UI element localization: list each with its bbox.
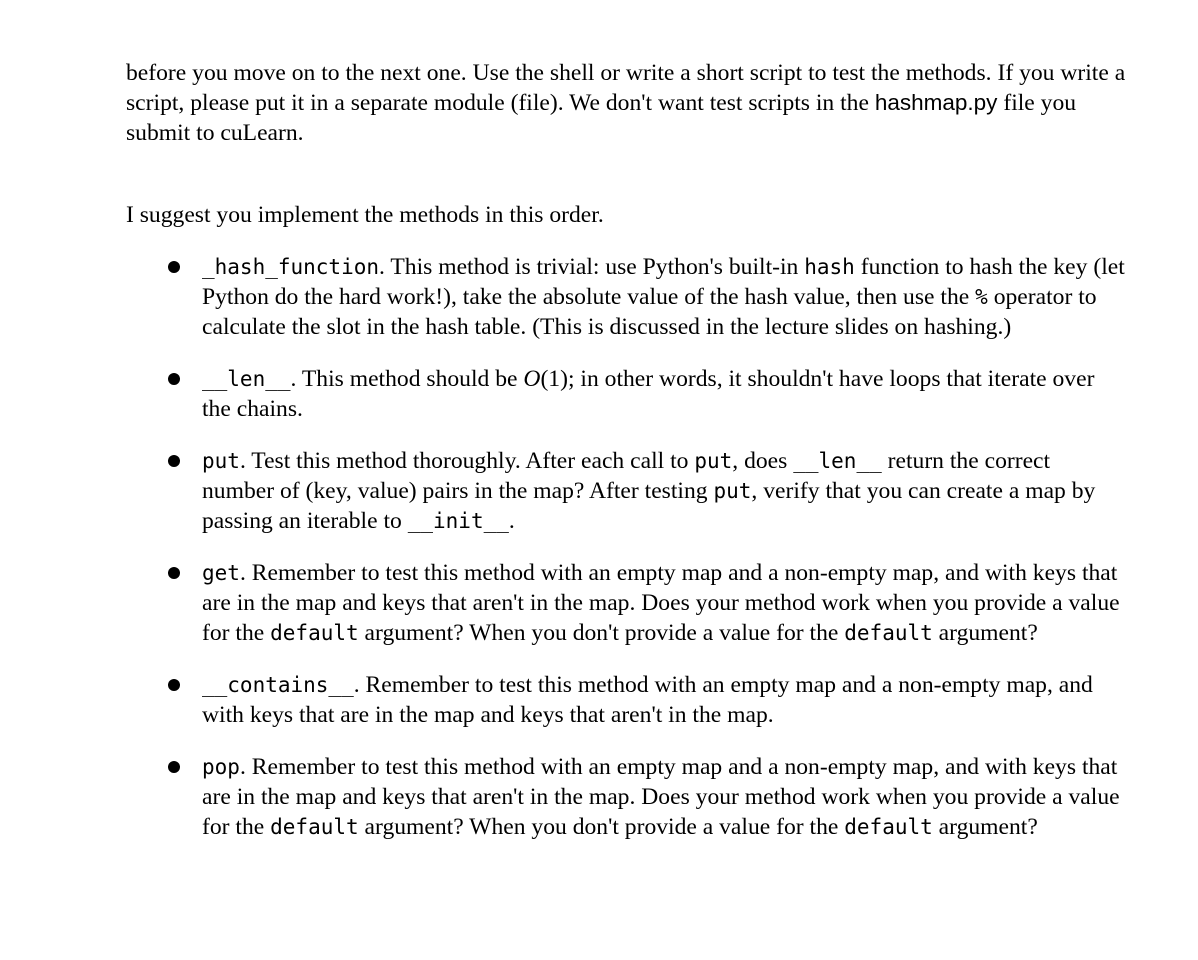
item-text: , does: [732, 448, 794, 474]
list-item-len: [126, 364, 1126, 424]
item-text: . Remember to test this method with an empty map and a non-empty map, and with keys that are in the map and keys that aren't in the map.: [202, 672, 1093, 728]
list-item-text: [202, 752, 1126, 842]
method-list: [126, 252, 1126, 842]
method-name: pop: [202, 755, 240, 779]
list-item-get: [126, 558, 1126, 648]
item-text: argument? When you don't provide a value for the: [358, 620, 845, 646]
item-text: , verify that you can create a map by passing an iterable to: [202, 478, 1096, 534]
intro-text: before you move on to the next one. Use the shell or write a short script to test the methods. If you write a script, please put it in a separate module (file). We don't want test scripts in the: [126, 60, 1126, 116]
method-name: get: [202, 561, 240, 585]
list-item-text: [202, 252, 1126, 342]
item-text: . Remember to test this method with an empty map and a non-empty map, and with keys that are in the map and keys that aren't in the map. Does your method work when you provide a value for the: [202, 560, 1120, 646]
inline-code: put: [713, 479, 752, 503]
method-name: _hash_function: [202, 255, 380, 279]
list-item-put: [126, 446, 1126, 536]
bullet-icon: [168, 373, 180, 385]
item-text: argument?: [932, 814, 1038, 840]
italic-text: O: [523, 366, 541, 392]
inline-code: default: [844, 815, 933, 839]
inline-code: default: [270, 815, 359, 839]
list-item-pop: [126, 752, 1126, 842]
item-text: (1); in other words, it shouldn't have loops that iterate over the chains.: [202, 366, 1095, 422]
item-text: argument? When you don't provide a value for the: [358, 814, 845, 840]
list-item-text: [202, 558, 1126, 648]
method-name: __len__: [202, 367, 291, 391]
item-text: . Test this method thoroughly. After each call to: [239, 448, 695, 474]
inline-code: default: [844, 621, 933, 645]
inline-code: hash: [804, 255, 855, 279]
item-text: operator to calculate the slot in the hash table. (This is discussed in the lecture slides on hashing.): [202, 284, 1097, 340]
list-item-text: [202, 364, 1126, 424]
item-text: argument?: [932, 620, 1038, 646]
bullet-icon: [168, 455, 180, 467]
item-text: . Remember to test this method with an empty map and a non-empty map, and with keys that are in the map and keys that aren't in the map. Does your method work when you provide a value for the: [202, 754, 1120, 840]
item-text: function to hash the key (let Python do the hard work!), take the absolute value of the hash value, then use the: [202, 254, 1125, 310]
inline-code: __len__: [793, 449, 882, 473]
bullet-icon: [168, 567, 180, 579]
method-name: put: [202, 449, 240, 473]
bullet-icon: [168, 761, 180, 773]
inline-code: default: [270, 621, 359, 645]
filename-text: hashmap.py: [874, 90, 998, 115]
item-text: return the correct number of (key, value) pairs in the map? After testing: [202, 448, 1051, 504]
inline-code: %: [975, 285, 988, 309]
item-text: .: [508, 508, 515, 534]
list-item-text: [202, 670, 1126, 730]
item-text: . This method should be: [290, 366, 524, 392]
list-item-contains: [126, 670, 1126, 730]
suggestion-paragraph: I suggest you implement the methods in this order.: [126, 202, 604, 228]
bullet-icon: [168, 261, 180, 273]
list-item-text: [202, 446, 1126, 536]
intro-paragraph: [126, 58, 1126, 148]
method-name: __contains__: [202, 673, 354, 697]
bullet-icon: [168, 679, 180, 691]
item-text: . This method is trivial: use Python's built-in: [379, 254, 805, 280]
intro-text-end: file you submit to cuLearn.: [126, 90, 1077, 146]
document-page: [126, 58, 1126, 864]
list-item-hash-function: [126, 252, 1126, 342]
inline-code: put: [694, 449, 733, 473]
inline-code: __init__: [407, 509, 509, 533]
